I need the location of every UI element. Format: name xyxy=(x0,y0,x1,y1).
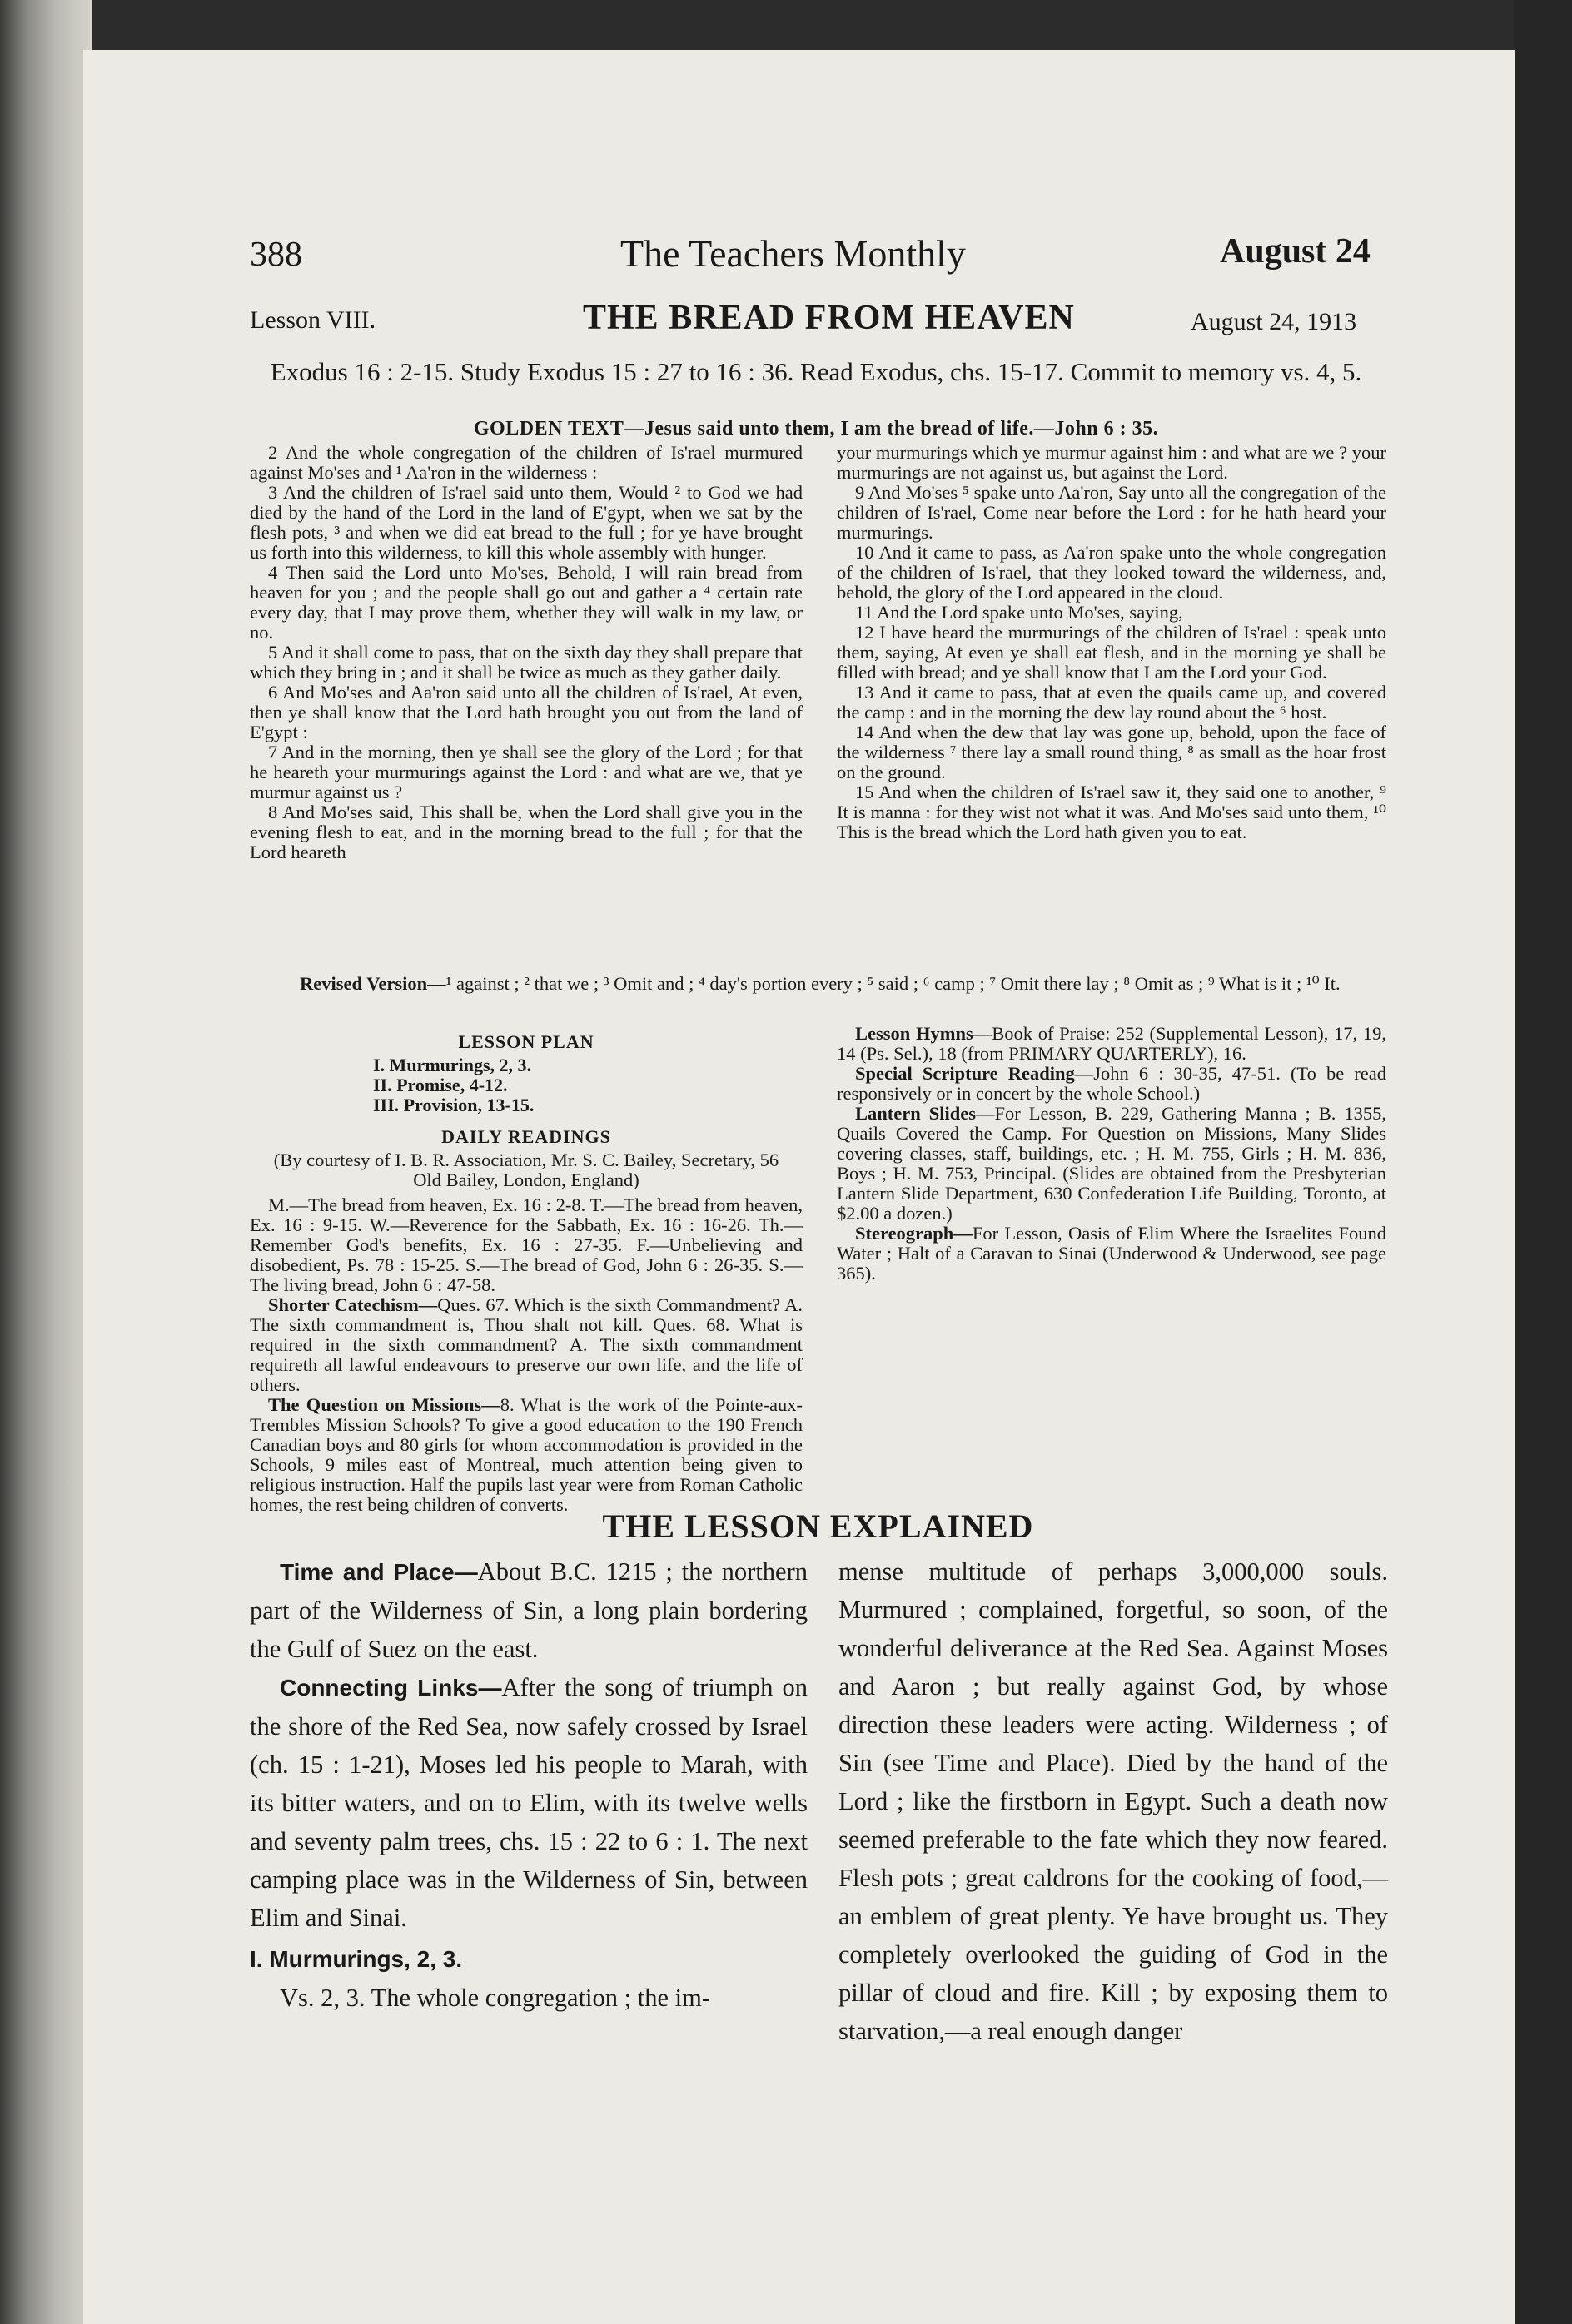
verse: 12 I have heard the murmurings of the children of Is'rael : speak unto them, saying, At even ye shall eat flesh, and in the morning ye shall be filled with bread; and ye shall know that I am the Lord your God. xyxy=(837,622,1386,683)
lesson-aids-right xyxy=(837,1024,1386,1284)
verse: 8 And Mo'ses said, This shall be, when the Lord shall give you in the evening flesh to eat, and in the morning bread to the full ; for that the Lord heareth xyxy=(250,802,803,862)
revised-version-text: ¹ against ; ² that we ; ³ Omit and ; ⁴ day's portion every ; ⁵ said ; ⁶ camp ; ⁷ Omit there lay ; ⁸ Omit as ; ⁹ What is it ; ¹⁰ It. xyxy=(445,973,1341,994)
verse: 15 And when the children of Is'rael saw it, they said one to another, ⁹ It is manna : for they wist not what it was. And Mo'ses said unto them, ¹⁰ This is the bread which the Lord hath given you to eat. xyxy=(837,782,1386,842)
plan-item: III. Provision, 13-15. xyxy=(373,1095,535,1115)
catechism-text: Ques. 67. Which is the sixth Commandment? A. The sixth commandment is, Thou shalt not kill. Ques. 68. What is required in the sixth commandment? A. The sixth commandment requireth all lawful endeavours to preserve our own life, and the life of others. xyxy=(250,1294,803,1395)
hymns-text: Book of Praise: 252 (Supplemental Lesson), 17, 19, 14 (Ps. Sel.), 18 (from PRIMARY QUARTERLY), 16. xyxy=(837,1023,1386,1064)
missions-label: The Question on Missions— xyxy=(268,1394,500,1415)
stereograph-text: For Lesson, Oasis of Elim Where the Israelites Found Water ; Halt of a Caravan to Sinai (Underwood & Underwood, see page 365). xyxy=(837,1223,1386,1284)
issue-date: August 24 xyxy=(1220,232,1371,271)
page-number: 388 xyxy=(250,236,302,274)
lesson-date: August 24, 1913 xyxy=(1191,308,1357,335)
special-scripture-text: John 6 : 30-35, 47-51. (To be read responsively or in concert by the whole School.) xyxy=(837,1063,1386,1104)
catechism-label: Shorter Catechism— xyxy=(268,1294,438,1315)
scan-edge xyxy=(1514,0,1572,2324)
verse: 2 And the whole congregation of the children of Is'rael murmured against Mo'ses and ¹ Aa'ron in the wilderness : xyxy=(250,442,803,483)
section-heading: I. Murmurings, 2, 3. xyxy=(250,1946,463,1972)
explained-left-column xyxy=(250,1552,808,2017)
scripture-right-column xyxy=(837,443,1386,842)
verse: 9 And Mo'ses ⁵ spake unto Aa'ron, Say unto all the congregation of the children of Is'rael, Come near before the Lord : for he hath heard your murmurings. xyxy=(837,482,1386,543)
verse: 7 And in the morning, then ye shall see the glory of the Lord ; for that he heareth your murmurings against the Lord : and what are we, that ye murmur against us ? xyxy=(250,742,803,802)
verse: 4 Then said the Lord unto Mo'ses, Behold, I will rain bread from heaven for you ; and the people shall go out and gather a ⁴ certain rate every day, that I may prove them, whether they will walk in my law, or no. xyxy=(250,562,803,643)
verse: 6 And Mo'ses and Aa'ron said unto all the children of Is'rael, At even, then ye shall know that the Lord hath brought you out from the land of E'gypt : xyxy=(250,682,803,742)
revised-version xyxy=(250,974,1386,994)
verse: your murmurings which ye murmur against him : and what are we ? your murmurings are not against us, but against the Lord. xyxy=(837,442,1386,483)
time-place-label: Time and Place— xyxy=(280,1559,478,1585)
explained-right-column xyxy=(838,1552,1388,2050)
readings-text: M.—The bread from heaven, Ex. 16 : 2-8. T.—The bread from heaven, Ex. 16 : 9-15. W.—Reverence for the Sabbath, Ex. 16 : 16-26. Th.—Remember God's benefits, Ex. 16 : 27-35. F.—Unbelieving and disobedient, Ps. 78 : 15-25. S.—The bread of God, John 6 : 26-35. S.—The living bread, John 6 : 47-58. xyxy=(250,1194,803,1295)
lantern-slides-text: For Lesson, B. 229, Gathering Manna ; B. 1355, Quails Covered the Camp. For Question on Missions, Many Slides covering classes, staff, buildings, etc. ; H. M. 755, Girls ; H. M. 836, Boys ; H. M. 753, Principal. (Slides are obtained from the Presbyterian Lantern Slide Department, 630 Confederation Life Building, Toronto, at $2.00 a dozen.) xyxy=(837,1103,1386,1224)
study-line: Exodus 16 : 2-15. Study Exodus 15 : 27 to 16 : 36. Read Exodus, chs. 15-17. Commit to memory vs. 4, 5. xyxy=(270,357,1362,386)
revised-version-label: Revised Version— xyxy=(300,973,446,994)
daily-readings-heading: DAILY READINGS xyxy=(441,1126,611,1147)
hymns-label: Lesson Hymns— xyxy=(855,1023,992,1044)
lesson-title: THE BREAD FROM HEAVEN xyxy=(583,299,1075,337)
golden-text: GOLDEN TEXT—Jesus said unto them, I am the bread of life.—John 6 : 35. xyxy=(473,418,1159,439)
stereograph-label: Stereograph— xyxy=(855,1223,973,1244)
plan-item: I. Murmurings, 2, 3. xyxy=(373,1055,532,1075)
scripture-left-column xyxy=(250,443,803,862)
plan-item: II. Promise, 4-12. xyxy=(373,1075,508,1095)
publication-title: The Teachers Monthly xyxy=(620,232,966,275)
connecting-links-label: Connecting Links— xyxy=(280,1675,502,1701)
lesson-plan-heading: LESSON PLAN xyxy=(458,1031,594,1052)
verse: 13 And it came to pass, that at even the quails came up, and covered the camp : and in the morning the dew lay round about the ⁶ host. xyxy=(837,682,1386,723)
lesson-number: Lesson VIII. xyxy=(250,306,376,334)
verse: 11 And the Lord spake unto Mo'ses, saying, xyxy=(855,602,1183,623)
verse-commentary-start: Vs. 2, 3. The whole congregation ; the im- xyxy=(280,1984,710,2012)
readings-courtesy: (By courtesy of I. B. R. Association, Mr. S. C. Bailey, Secretary, 56 Old Bailey, London, England) xyxy=(273,1150,779,1190)
lantern-slides-label: Lantern Slides— xyxy=(855,1103,995,1124)
lesson-aids-left xyxy=(250,1029,803,1515)
book-spine xyxy=(0,0,92,2324)
time-place-text: About B.C. 1215 ; the northern part of the Wilderness of Sin, a long plain bordering the Gulf of Suez on the east. xyxy=(250,1557,808,1663)
connecting-links-text: After the song of triumph on the shore of the Red Sea, now safely crossed by Israel (ch. 15 : 1-21), Moses led his people to Marah, with its bitter waters, and on to Elim, with its twelve wells and seventy palm trees, chs. 15 : 22 to 6 : 1. The next camping place was in the Wilderness of Sin, between Elim and Sinai. xyxy=(250,1673,808,1932)
verse: 10 And it came to pass, as Aa'ron spake unto the whole congregation of the children of Is'rael, that they looked toward the wilderness, and, behold, the glory of the Lord appeared in the cloud. xyxy=(837,542,1386,603)
missions-text: 8. What is the work of the Pointe-aux-Trembles Mission Schools? To give a good education to the 190 French Canadian boys and 80 girls for whom accommodation is provided in the Schools, 9 miles east of Montreal, much attention being given to religious instruction. Half the pupils last year were from Roman Catholic homes, the rest being children of converts. xyxy=(250,1394,803,1515)
commentary-text: mense multitude of perhaps 3,000,000 souls. Murmured ; complained, forgetful, so soon, of the wonderful deliverance at the Red Sea. Against Moses and Aaron ; but really against God, by whose direction these leaders were acting. Wilderness ; of Sin (see Time and Place). Died by the hand of the Lord ; like the firstborn in Egypt. Such a death now seemed preferable to the fate which they now feared. Flesh pots ; great caldrons for the cooking of food,—an emblem of great plenty. Ye have brought us. They completely overlooked the guiding of God in the pillar of cloud and fire. Kill ; by exposing them to starvation,—a real enough danger xyxy=(838,1557,1388,2045)
verse: 5 And it shall come to pass, that on the sixth day they shall prepare that which they bring in ; and it shall be twice as much as they gather daily. xyxy=(250,642,803,683)
verse: 3 And the children of Is'rael said unto them, Would ² to God we had died by the hand of the Lord in the land of E'gypt, when we sat by the flesh pots, ³ and when we did eat bread to the full ; for ye have brought us forth into this wilderness, to kill this whole assembly with hunger. xyxy=(250,482,803,563)
verse: 14 And when the dew that lay was gone up, behold, upon the face of the wilderness ⁷ there lay a small round thing, ⁸ as small as the hoar frost on the ground. xyxy=(837,722,1386,782)
special-scripture-label: Special Scripture Reading— xyxy=(855,1063,1094,1084)
lesson-explained-heading: THE LESSON EXPLAINED xyxy=(602,1507,1034,1545)
